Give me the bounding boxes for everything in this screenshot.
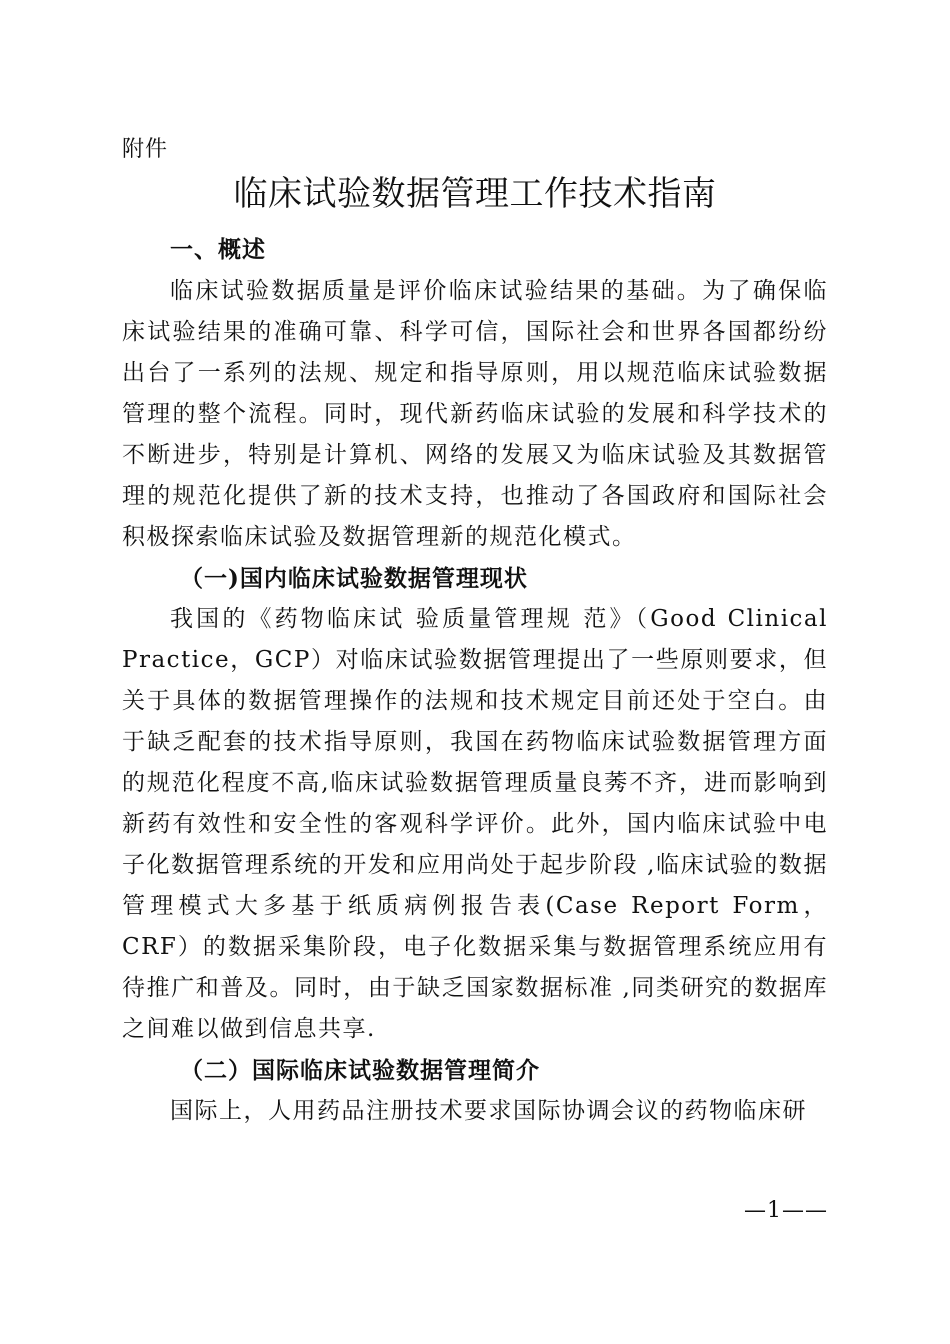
document-title: 临床试验数据管理工作技术指南 [233, 174, 717, 214]
overview-paragraph: 临床试验数据质量是评价临床试验结果的基础。为了确保临床试验结果的准确可靠、科学可信，国际社会和世界各国都纷纷出台了一系列的法规、规定和指导原则，用以规范临床试验数据管理的整个流程。同时，现代新药临床试验的发展和科学技术的不断进步，特别是计算机、网络的发展又为临床试验及其数据管理的规范化提供了新的技术支持，也推动了各国政府和国际社会积极探索临床试验及数据管理新的规范化模式。 [122, 278, 828, 550]
section-heading-overview: 一、概述 [170, 237, 266, 263]
international-paragraph: 国际上，人用药品注册技术要求国际协调会议的药物临床研 [170, 1098, 807, 1124]
page-number: —1—— [744, 1198, 828, 1223]
subsection-heading-international: （二）国际临床试验数据管理简介 [180, 1057, 540, 1084]
domestic-paragraph: 我国的《药物临床试 验质量管理规 范》（Good Clinical Practice，GCP）对临床试验数据管理提出了一些原则要求，但关于具体的数据管理操作的法规和技术规定目前还处于空白。由于缺乏配套的技术指导原则，我国在药物临床试验数据管理方面的规范化程度不高,临床试验数据管理质量良莠不齐，进而影响到新药有效性和安全性的客观科学评价。此外，国内临床试验中电子化数据管理系统的开发和应用尚处于起步阶段 ,临床试验的数据管理模式大多基于纸质病例报告表(Case Report Form，CRF）的数据采集阶段，电子化数据采集与数据管理系统应用有待推广和普及。同时，由于缺乏国家数据标准 ,同类研究的数据库之间难以做到信息共享. [122, 606, 828, 1042]
attachment-label: 附件 [122, 137, 169, 162]
subsection-heading-domestic: （一)国内临床试验数据管理现状 [180, 565, 528, 592]
document-body [122, 230, 828, 1132]
